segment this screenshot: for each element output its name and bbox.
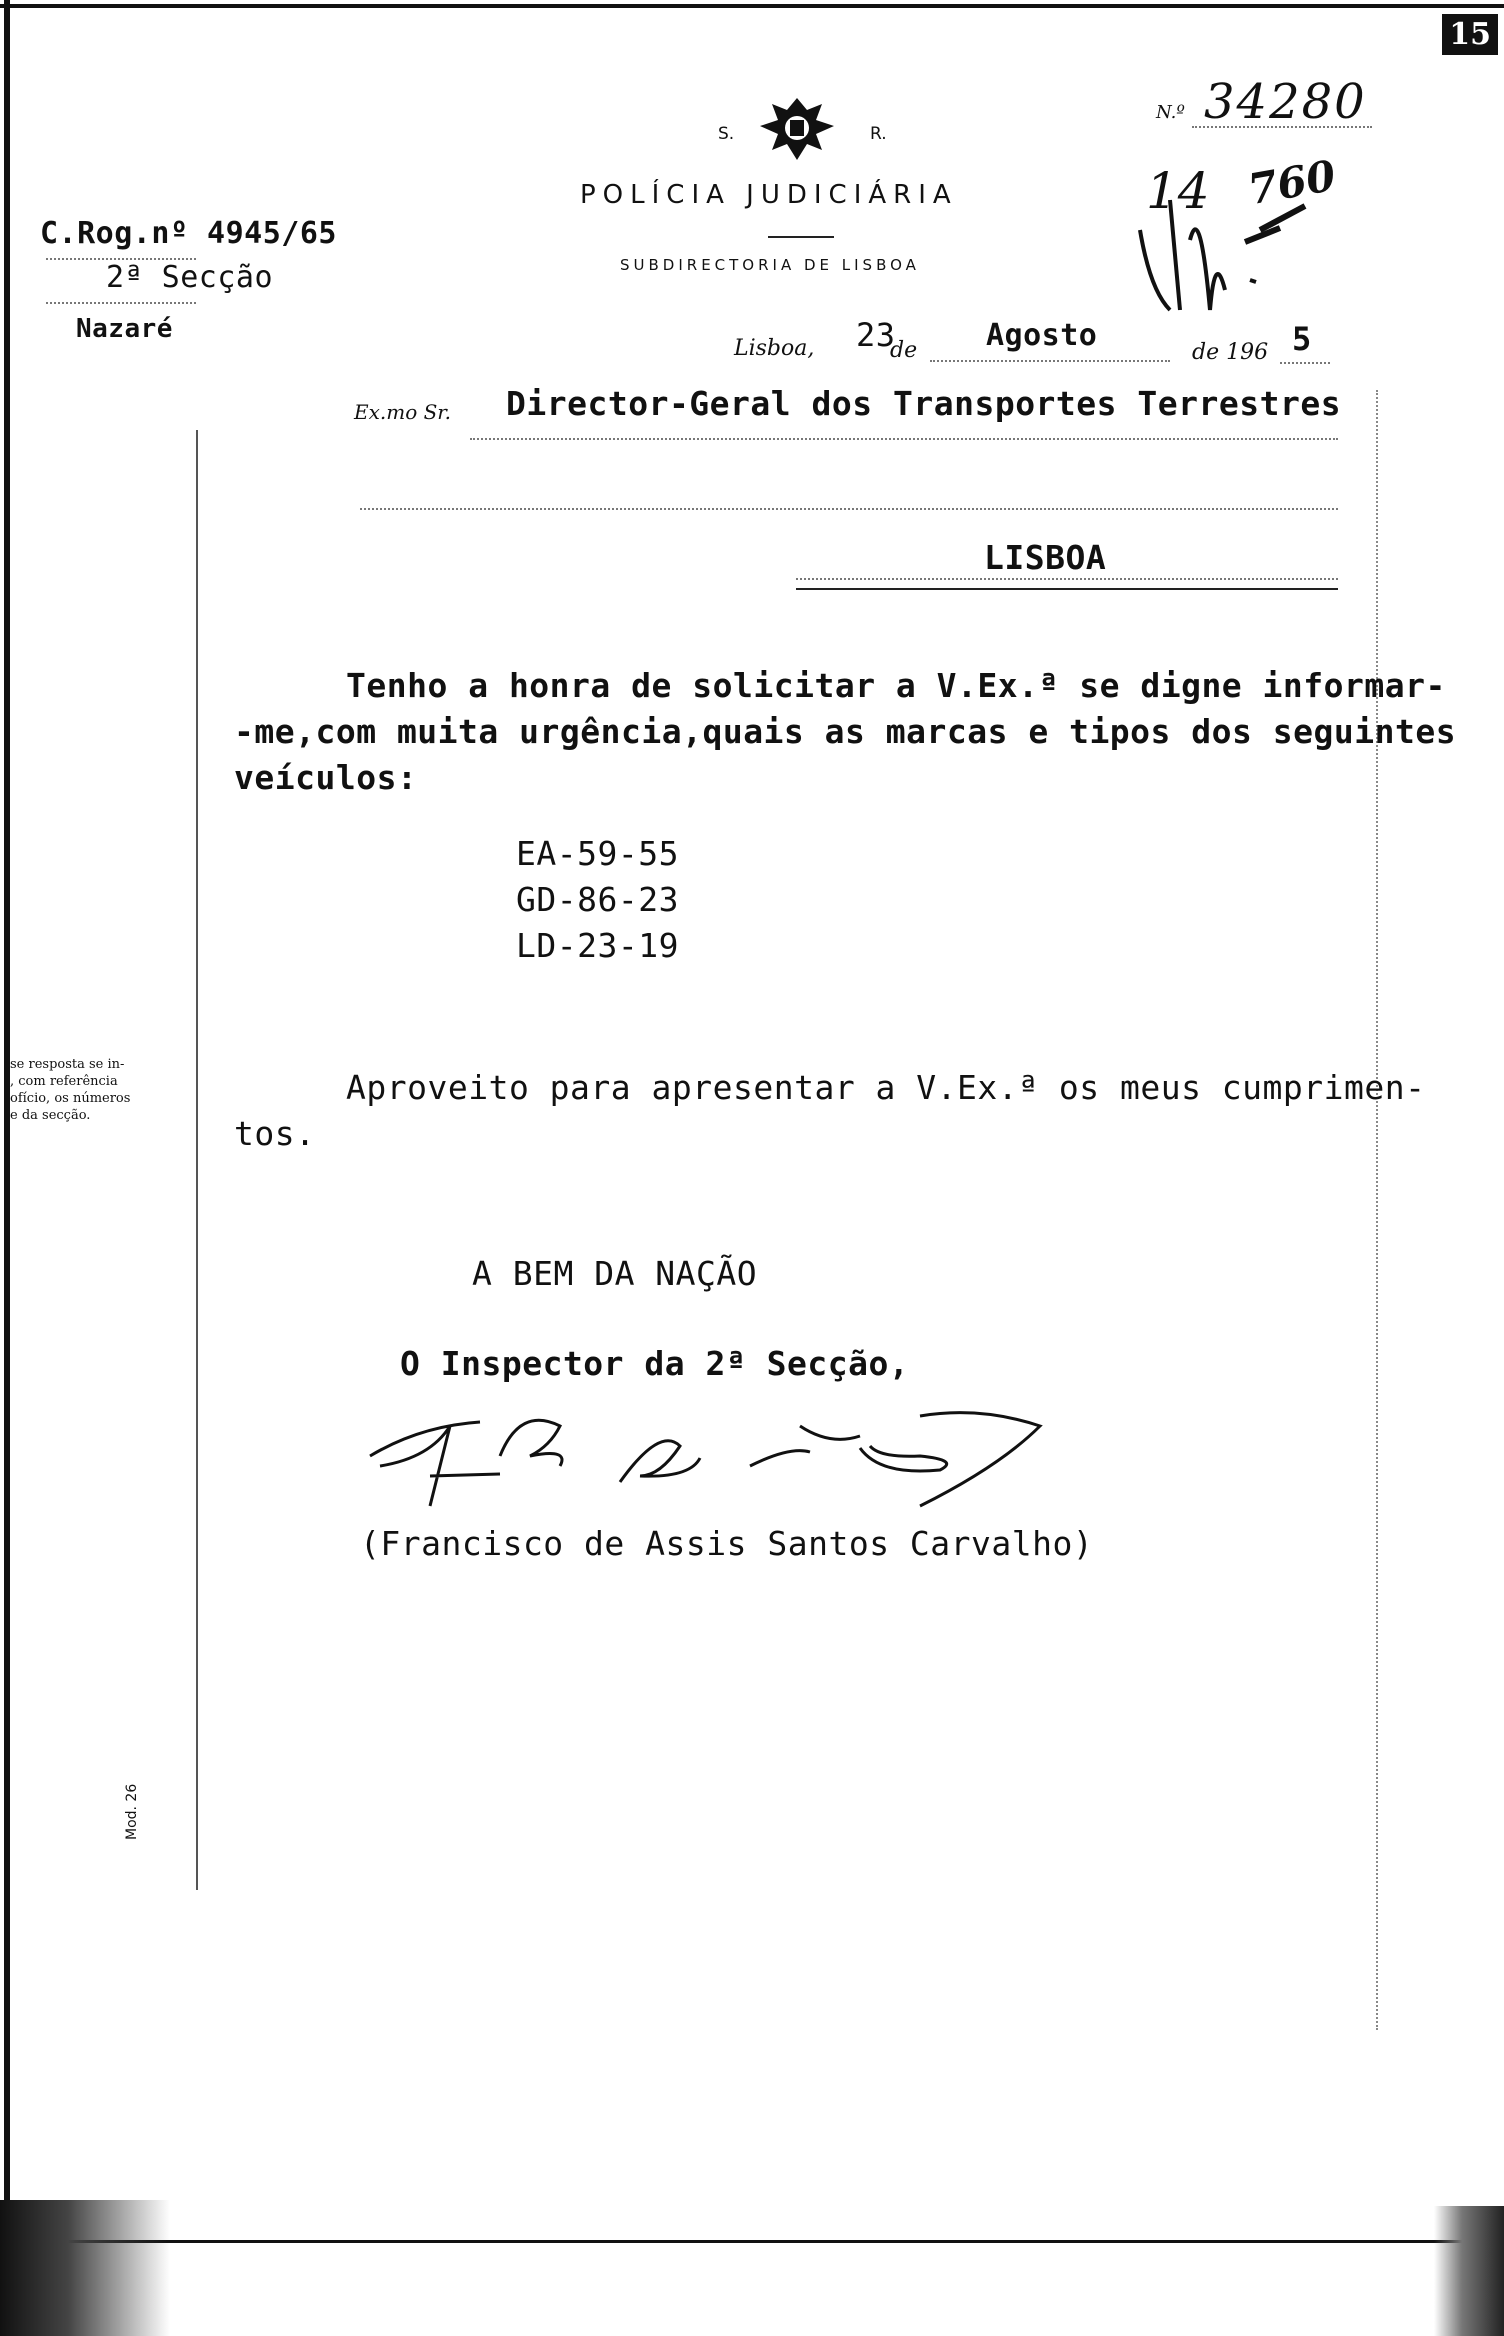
plate-item: LD-23-19 <box>516 926 679 965</box>
bottom-right-smudge <box>1434 2206 1504 2336</box>
plate-item: GD-86-23 <box>516 880 679 919</box>
body-para2-line2: tos. <box>234 1114 316 1153</box>
closing-motto: A BEM DA NAÇÃO <box>472 1254 758 1293</box>
handwritten-scribble <box>1130 170 1320 320</box>
body-para1-line1: Tenho a honra de solicitar a V.Ex.ª se digne informar- <box>346 666 1446 705</box>
closing-signer-name <box>360 1524 1093 1563</box>
corner-mark: 15 <box>1442 14 1498 55</box>
date-month-dotline <box>930 360 1170 362</box>
body-para2-line1: Aproveito para apresentar a V.Ex.ª os meus cumprimen- <box>346 1068 1426 1107</box>
handwritten-14: 14 <box>1146 162 1210 220</box>
closing-signer-title: O Inspector da 2ª Secção, <box>400 1344 910 1383</box>
coat-of-arms-emblem <box>752 90 842 170</box>
letterhead-right-mark: R. <box>870 124 887 144</box>
number-dotline <box>1192 126 1372 128</box>
handwritten-760: 760 <box>1244 150 1340 215</box>
date-month: Agosto <box>986 318 1098 353</box>
date-day: 23 <box>856 316 896 354</box>
margin-note-line: , com referência <box>10 1074 118 1089</box>
body-para1-line2: -me,com muita urgência,quais as marcas e tipos dos seguintes <box>234 712 1457 751</box>
reference-dotline2 <box>46 302 196 304</box>
letterhead-subtitle: SUBDIRECTORIA DE LISBOA <box>620 256 920 274</box>
body-para1-line3: veículos: <box>234 758 418 797</box>
addressee-name-text: Director-Geral dos Transportes Terrestres <box>506 384 1342 423</box>
date-year-prefix: de 196 <box>1192 340 1269 365</box>
handwritten-signature <box>360 1386 1080 1516</box>
margin-rule <box>196 430 198 1890</box>
letterhead-left-mark: S. <box>718 124 735 144</box>
form-code: Mod. 26 <box>124 1783 140 1840</box>
margin-note-line: e da secção. <box>10 1108 91 1123</box>
addressee-dotline1 <box>470 438 1338 440</box>
reference-line3: Nazaré <box>76 314 173 344</box>
date-year-digit: 5 <box>1292 320 1312 358</box>
closing-signer-name-text: (Francisco de Assis Santos Carvalho) <box>360 1524 1094 1563</box>
letterhead-rule <box>768 236 834 238</box>
addressee-city-underline <box>796 588 1338 590</box>
addressee-dotline2 <box>360 508 1338 510</box>
plate-item: EA-59-55 <box>516 834 679 873</box>
letterhead-title: POLÍCIA JUDICIÁRIA <box>580 180 958 210</box>
date-place-label: Lisboa, <box>734 336 815 361</box>
margin-note-line: se resposta se in- <box>10 1057 125 1072</box>
bottom-left-smudge <box>0 2200 170 2336</box>
margin-note-line: ofício, os números <box>10 1091 131 1106</box>
document-number: 34280 <box>1204 74 1367 130</box>
date-year-dotline <box>1280 362 1330 364</box>
reference-line1-text: C.Rog.nº 4945/65 <box>40 216 337 251</box>
top-border <box>0 4 1504 8</box>
number-label: N.º <box>1156 102 1185 123</box>
bottom-border <box>0 2240 1504 2243</box>
right-margin-rule <box>1376 390 1378 2030</box>
addressee-city-dotline <box>796 578 1338 580</box>
addressee-salutation: Ex.mo Sr. <box>354 400 452 424</box>
reference-line2: 2ª Secção <box>106 260 274 295</box>
left-border <box>4 0 10 2336</box>
addressee-name <box>506 384 1341 423</box>
margin-note <box>10 1056 130 1124</box>
addressee-city: LISBOA <box>984 538 1107 577</box>
reference-line1 <box>40 216 337 251</box>
date-de-label: de <box>890 338 918 363</box>
